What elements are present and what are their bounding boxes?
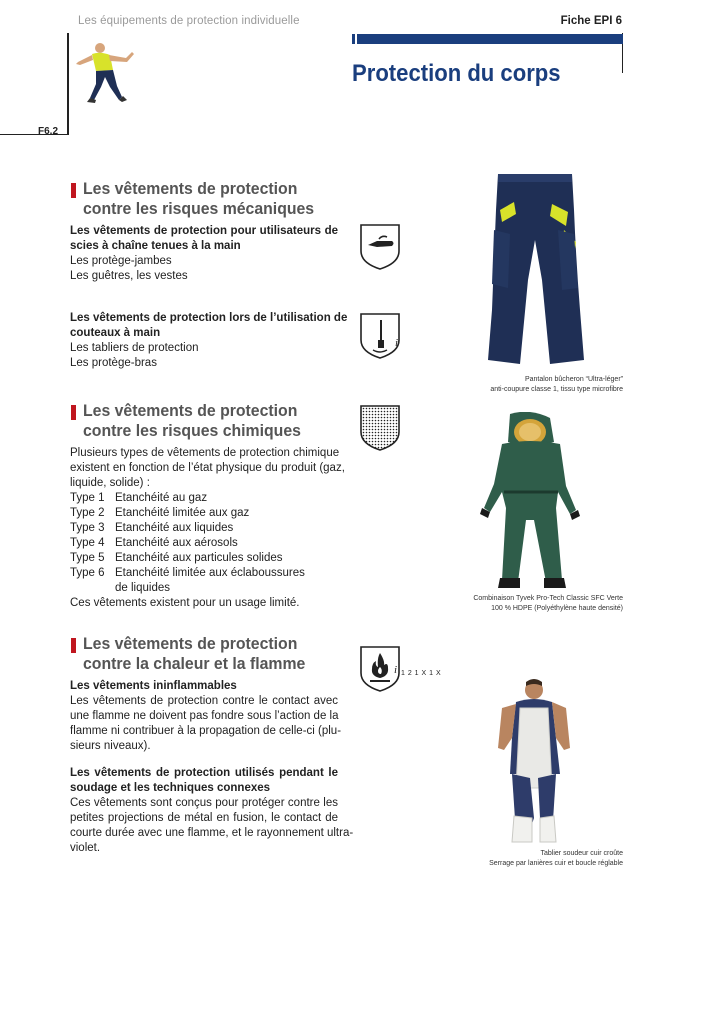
heat-group2 bbox=[70, 766, 354, 856]
chainsaw-pictogram-icon bbox=[359, 223, 401, 271]
section-title-mechanical-l2: contre les risques mécaniques bbox=[83, 199, 315, 218]
body-line: sieurs niveaux). bbox=[70, 740, 151, 752]
worker-figure-icon bbox=[74, 40, 144, 106]
group-heading: Les vêtements ininflammables bbox=[70, 680, 237, 692]
group-heading: Les vêtements de protection pour utilisateurs de bbox=[70, 225, 338, 237]
caption-line: Combinaison Tyvek Pro-Tech Classic SFC Verte bbox=[473, 595, 623, 602]
type-text: Etanchéité aux liquides bbox=[115, 522, 234, 534]
type-row bbox=[70, 551, 338, 566]
intro-line: Plusieurs types de vêtements de protection chimique bbox=[70, 447, 340, 459]
group-heading: couteaux à main bbox=[70, 327, 161, 339]
type-row bbox=[70, 506, 338, 521]
body-line: une flamme ne doivent pas fondre sous l’action de la bbox=[70, 710, 339, 722]
chemical-dots-pictogram-icon bbox=[359, 404, 401, 452]
section-title-chemical-l2: contre les risques chimiques bbox=[83, 421, 301, 440]
body-line: flamme ni contribuer à la propagation de celle-ci (plu- bbox=[70, 725, 342, 737]
knife-pictogram-icon bbox=[359, 312, 407, 360]
intro-line: liquide, solide) : bbox=[70, 477, 150, 489]
info-i-icon: i bbox=[395, 337, 399, 349]
list-item: Les guêtres, les vestes bbox=[70, 270, 188, 282]
outro-line: Ces vêtements existent pour un usage limité. bbox=[70, 597, 300, 609]
caption-line: Serrage par lanières cuir et boucle réglable bbox=[489, 860, 623, 867]
group-heading: soudage et les techniques connexes bbox=[70, 782, 271, 794]
list-item: Les tabliers de protection bbox=[70, 342, 199, 354]
type-text: Etanchéité limitée aux éclaboussures bbox=[115, 567, 305, 579]
page-code: F6.2 bbox=[38, 126, 59, 137]
caption-line: 100 % HDPE (Polyéthylène haute densité) bbox=[491, 605, 623, 612]
type-text: Etanchéité limitée aux gaz bbox=[115, 507, 250, 519]
caption-line: Tablier soudeur cuir croûte bbox=[540, 850, 623, 857]
type-row bbox=[70, 581, 338, 596]
section-marker bbox=[71, 405, 76, 420]
suit-caption bbox=[363, 594, 623, 614]
group-heading: scies à chaîne tenues à la main bbox=[70, 240, 241, 252]
mechanical-group2 bbox=[70, 311, 348, 371]
info-i-icon: i bbox=[394, 664, 398, 676]
section-title-heat-l1: Les vêtements de protection bbox=[83, 634, 298, 653]
running-header: Les équipements de protection individuelle bbox=[78, 15, 300, 27]
heat-group1 bbox=[70, 679, 342, 754]
apron-caption bbox=[363, 849, 623, 869]
page-title: Protection du corps bbox=[352, 60, 561, 87]
type-label: Type 4 bbox=[70, 537, 105, 549]
welding-apron-photo bbox=[490, 678, 580, 844]
pictogram-code: 1 2 1 X 1 X bbox=[401, 670, 442, 677]
title-bar-tick bbox=[352, 34, 355, 44]
type-row bbox=[70, 491, 338, 506]
type-text: Etanchéité aux particules solides bbox=[115, 552, 283, 564]
list-item: Les protège-jambes bbox=[70, 255, 172, 267]
body-line: Les vêtements de protection contre le contact avec bbox=[70, 695, 338, 707]
type-text: Etanchéité aux aérosols bbox=[115, 537, 238, 549]
mechanical-group1 bbox=[70, 224, 338, 284]
body-line: violet. bbox=[70, 842, 101, 854]
chemical-suit-photo bbox=[480, 412, 580, 592]
chemical-body bbox=[70, 446, 345, 611]
intro-line: existent en fonction de l’état physique du produit (gaz, bbox=[70, 462, 345, 474]
type-label: Type 2 bbox=[70, 507, 105, 519]
type-label: Type 5 bbox=[70, 552, 105, 564]
section-title-heat-l2: contre la chaleur et la flamme bbox=[83, 654, 306, 673]
type-text: de liquides bbox=[115, 582, 170, 594]
section-title-mechanical-l1: Les vêtements de protection bbox=[83, 179, 298, 198]
section-marker bbox=[71, 638, 76, 653]
caption-line: Pantalon bûcheron “Ultra-léger” bbox=[524, 376, 623, 383]
type-row bbox=[70, 521, 338, 536]
type-label: Type 3 bbox=[70, 522, 105, 534]
type-row bbox=[70, 536, 338, 551]
list-item: Les protège-bras bbox=[70, 357, 157, 369]
body-line: courte durée avec une flamme, et le rayonnement ultra- bbox=[70, 827, 354, 839]
type-label: Type 6 bbox=[70, 567, 105, 579]
group-heading: Les vêtements de protection utilisés pendant le bbox=[70, 767, 338, 779]
trousers-photo bbox=[480, 170, 590, 370]
caption-line: anti-coupure classe 1, tissu type microfibre bbox=[490, 386, 623, 393]
title-bar bbox=[357, 34, 623, 44]
body-line: petites projections de métal en fusion, le contact de bbox=[70, 812, 338, 824]
section-title-chemical-l1: Les vêtements de protection bbox=[83, 401, 298, 420]
type-label: Type 1 bbox=[70, 492, 105, 504]
type-text: Etanchéité au gaz bbox=[115, 492, 208, 504]
group-heading: Les vêtements de protection lors de l’utilisation de bbox=[70, 312, 348, 324]
trousers-caption bbox=[363, 375, 623, 395]
body-line: Ces vêtements sont conçus pour protéger contre les bbox=[70, 797, 338, 809]
section-marker bbox=[71, 183, 76, 198]
type-row bbox=[70, 566, 338, 581]
left-vertical-rule bbox=[67, 33, 69, 135]
sheet-label: Fiche EPI 6 bbox=[560, 15, 622, 27]
